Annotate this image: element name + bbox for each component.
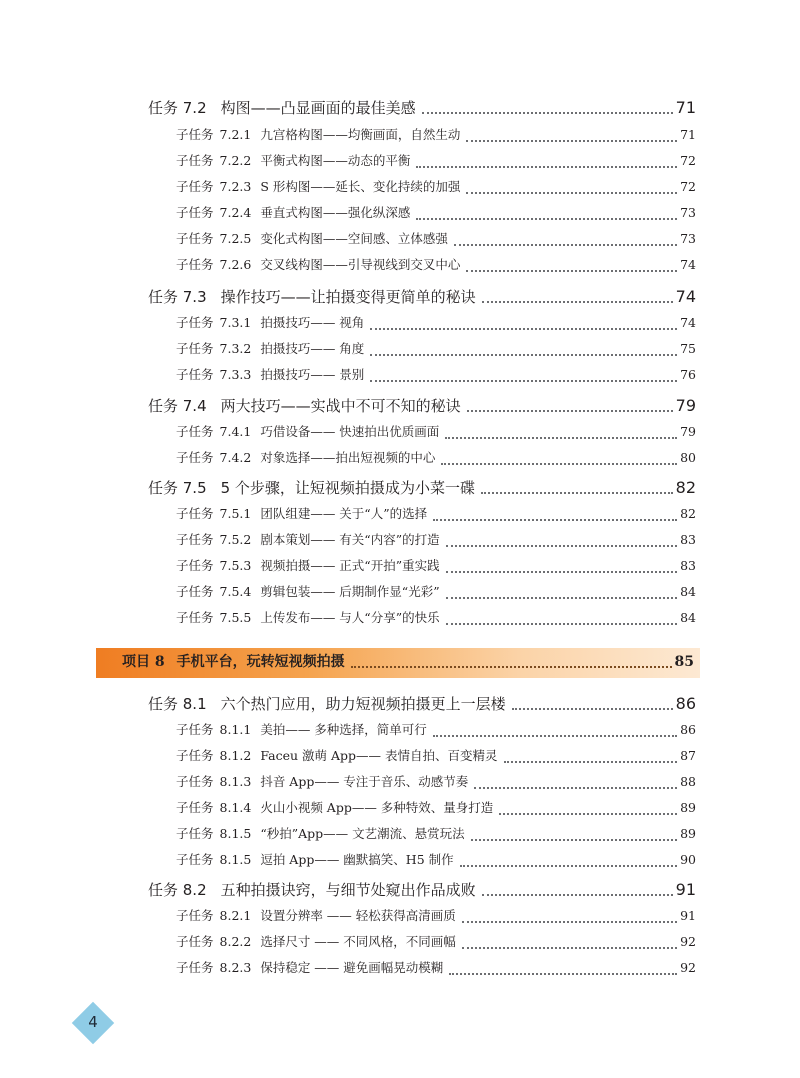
subtask-prefix: 子任务 (176, 506, 214, 521)
subtask-prefix: 子任务 (176, 748, 214, 763)
toc-project-entry (122, 651, 694, 675)
subtask-title: 九宫格构图——均衡画面，自然生动 (260, 127, 461, 142)
subtask-prefix: 子任务 (176, 367, 214, 382)
subtask-prefix: 子任务 (176, 532, 214, 547)
subtask-code: 8.1.4 (219, 800, 252, 815)
page-ref: 89 (680, 826, 696, 841)
subtask-title: 拍摄技巧—— 视角 (260, 315, 365, 330)
subtask-prefix: 子任务 (176, 179, 214, 194)
subtask-code: 7.2.1 (219, 127, 252, 142)
subtask-code: 7.4.2 (219, 450, 252, 465)
toc-subtask-entry (176, 932, 696, 956)
subtask-title: 拍摄技巧—— 景别 (260, 367, 365, 382)
subtask-prefix: 子任务 (176, 584, 214, 599)
page-ref: 92 (680, 934, 696, 949)
page-ref: 75 (680, 341, 696, 356)
task-title: 两大技巧——实战中不可不知的秘诀 (220, 397, 461, 415)
subtask-code: 7.3.2 (219, 341, 252, 356)
leader-dots (446, 545, 678, 547)
subtask-prefix: 子任务 (176, 852, 214, 867)
subtask-prefix: 子任务 (176, 826, 214, 841)
leader-dots (467, 410, 673, 412)
subtask-prefix: 子任务 (176, 908, 214, 923)
subtask-code: 7.5.1 (219, 506, 252, 521)
subtask-prefix: 子任务 (176, 450, 214, 465)
page-ref: 91 (675, 880, 696, 899)
leader-dots (433, 735, 677, 737)
subtask-code: 8.2.3 (219, 960, 252, 975)
subtask-title: 抖音 App—— 专注于音乐、动感节奏 (260, 774, 469, 789)
subtask-prefix: 子任务 (176, 341, 214, 356)
leader-dots (462, 947, 677, 949)
subtask-code: 8.1.5 (219, 852, 252, 867)
toc-task-entry (148, 477, 696, 501)
page-number-marker (74, 1004, 112, 1042)
subtask-code: 8.2.2 (219, 934, 252, 949)
leader-dots (482, 894, 673, 896)
subtask-prefix: 子任务 (176, 231, 214, 246)
page-ref: 91 (680, 908, 696, 923)
toc-task-entry (148, 693, 696, 717)
subtask-code: 7.2.4 (219, 205, 252, 220)
toc-task-entry (148, 97, 696, 121)
toc-subtask-entry (176, 422, 696, 446)
subtask-code: 7.5.5 (219, 610, 252, 625)
page-ref: 73 (680, 231, 696, 246)
subtask-title: 设置分辨率 —— 轻松获得高清画质 (260, 908, 456, 923)
toc-subtask-entry (176, 720, 696, 744)
page-ref: 74 (675, 287, 696, 306)
task-title: 操作技巧——让拍摄变得更简单的秘诀 (220, 288, 476, 306)
leader-dots (370, 328, 677, 330)
page-ref: 74 (680, 315, 696, 330)
leader-dots (416, 166, 677, 168)
leader-dots (370, 380, 677, 382)
subtask-prefix: 子任务 (176, 558, 214, 573)
task-prefix: 任务 7.3 (148, 288, 207, 306)
subtask-code: 7.2.2 (219, 153, 252, 168)
leader-dots (422, 112, 673, 114)
task-title: 五种拍摄诀窍，与细节处窥出作品成败 (220, 881, 476, 899)
toc-subtask-entry (176, 339, 696, 363)
subtask-title: 变化式构图——空间感、立体感强 (260, 231, 448, 246)
leader-dots (466, 270, 677, 272)
toc-subtask-entry (176, 958, 696, 982)
toc-subtask-entry (176, 772, 696, 796)
subtask-title: 上传发布—— 与人“分享”的快乐 (260, 610, 440, 625)
subtask-title: 交叉线构图——引导视线到交叉中心 (260, 257, 461, 272)
subtask-title: 火山小视频 App—— 多种特效、量身打造 (260, 800, 494, 815)
page-ref: 85 (674, 654, 694, 670)
page-ref: 84 (680, 610, 696, 625)
subtask-prefix: 子任务 (176, 774, 214, 789)
subtask-code: 7.5.3 (219, 558, 252, 573)
page-ref: 84 (680, 584, 696, 599)
toc-subtask-entry (176, 177, 696, 201)
subtask-title: 平衡式构图——动态的平衡 (260, 153, 411, 168)
leader-dots (433, 519, 677, 521)
toc-subtask-entry (176, 504, 696, 528)
leader-dots (504, 761, 678, 763)
task-title: 5 个步骤，让短视频拍摄成为小菜一碟 (220, 479, 475, 497)
subtask-code: 8.1.2 (219, 748, 252, 763)
page-ref: 73 (680, 205, 696, 220)
toc-subtask-entry (176, 556, 696, 580)
toc-subtask-entry (176, 608, 696, 632)
page-ref: 87 (680, 748, 696, 763)
leader-dots (370, 354, 677, 356)
leader-dots (441, 463, 677, 465)
subtask-code: 7.3.1 (219, 315, 252, 330)
subtask-code: 7.2.6 (219, 257, 252, 272)
subtask-title: 选择尺寸 —— 不同风格，不同画幅 (260, 934, 456, 949)
subtask-prefix: 子任务 (176, 610, 214, 625)
page-ref: 86 (675, 694, 696, 713)
page-ref: 80 (680, 450, 696, 465)
task-prefix: 任务 8.1 (148, 695, 207, 713)
leader-dots (454, 244, 677, 246)
subtask-code: 7.5.4 (219, 584, 252, 599)
subtask-title: 垂直式构图——强化纵深感 (260, 205, 411, 220)
subtask-prefix: 子任务 (176, 257, 214, 272)
subtask-prefix: 子任务 (176, 127, 214, 142)
leader-dots (471, 839, 677, 841)
toc-subtask-entry (176, 798, 696, 822)
toc-subtask-entry (176, 746, 696, 770)
subtask-title: Faceu 激萌 App—— 表情自拍、百变精灵 (260, 748, 498, 763)
subtask-title: 巧借设备—— 快速拍出优质画面 (260, 424, 440, 439)
toc-subtask-entry (176, 365, 696, 389)
subtask-prefix: 子任务 (176, 934, 214, 949)
page-ref: 89 (680, 800, 696, 815)
subtask-title: “秒拍”App—— 文艺潮流、悬赏玩法 (260, 826, 465, 841)
page-ref: 88 (680, 774, 696, 789)
leader-dots (499, 813, 677, 815)
page-ref: 82 (675, 478, 696, 497)
page-ref: 79 (675, 396, 696, 415)
leader-dots (481, 492, 673, 494)
page-ref: 92 (680, 960, 696, 975)
subtask-code: 7.2.5 (219, 231, 252, 246)
page-ref: 71 (675, 98, 696, 117)
subtask-title: S 形构图——延长、变化持续的加强 (260, 179, 461, 194)
leader-dots (351, 666, 672, 668)
toc-subtask-entry (176, 203, 696, 227)
subtask-prefix: 子任务 (176, 424, 214, 439)
page-ref: 76 (680, 367, 696, 382)
subtask-title: 逗拍 App—— 幽默搞笑、H5 制作 (260, 852, 454, 867)
subtask-prefix: 子任务 (176, 800, 214, 815)
toc-task-entry (148, 879, 696, 903)
leader-dots (449, 973, 677, 975)
task-title: 六个热门应用，助力短视频拍摄更上一层楼 (220, 695, 506, 713)
leader-dots (482, 301, 673, 303)
subtask-title: 剪辑包装—— 后期制作显“光彩” (260, 584, 440, 599)
task-prefix: 任务 8.2 (148, 881, 207, 899)
subtask-prefix: 子任务 (176, 722, 214, 737)
page-ref: 83 (680, 532, 696, 547)
toc-subtask-entry (176, 229, 696, 253)
subtask-title: 美拍—— 多种选择，简单可行 (260, 722, 427, 737)
task-prefix: 任务 7.5 (148, 479, 207, 497)
subtask-code: 7.5.2 (219, 532, 252, 547)
subtask-title: 对象选择——拍出短视频的中心 (260, 450, 436, 465)
subtask-title: 视频拍摄—— 正式“开拍”重实践 (260, 558, 440, 573)
toc-task-entry (148, 395, 696, 419)
task-prefix: 任务 7.2 (148, 99, 207, 117)
subtask-code: 8.1.3 (219, 774, 252, 789)
subtask-title: 团队组建—— 关于“人”的选择 (260, 506, 428, 521)
subtask-prefix: 子任务 (176, 960, 214, 975)
subtask-title: 剧本策划—— 有关“内容”的打造 (260, 532, 440, 547)
toc-task-entry (148, 286, 696, 310)
subtask-code: 8.1.5 (219, 826, 252, 841)
leader-dots (445, 437, 677, 439)
toc-subtask-entry (176, 824, 696, 848)
page-ref: 71 (680, 127, 696, 142)
toc-subtask-entry (176, 850, 696, 874)
project-prefix: 项目 8 (122, 654, 165, 670)
page-ref: 90 (680, 852, 696, 867)
leader-dots (416, 218, 677, 220)
subtask-prefix: 子任务 (176, 315, 214, 330)
toc-subtask-entry (176, 255, 696, 279)
leader-dots (466, 140, 677, 142)
toc-subtask-entry (176, 448, 696, 472)
page-ref: 82 (680, 506, 696, 521)
toc-subtask-entry (176, 125, 696, 149)
toc-subtask-entry (176, 151, 696, 175)
project-title: 手机平台，玩转短视频拍摄 (176, 654, 345, 670)
subtask-code: 8.1.1 (219, 722, 252, 737)
page-ref: 74 (680, 257, 696, 272)
page-number: 4 (88, 1013, 98, 1031)
subtask-title: 拍摄技巧—— 角度 (260, 341, 365, 356)
leader-dots (512, 708, 673, 710)
page-ref: 72 (680, 179, 696, 194)
subtask-code: 7.2.3 (219, 179, 252, 194)
subtask-prefix: 子任务 (176, 153, 214, 168)
leader-dots (446, 623, 678, 625)
leader-dots (462, 921, 677, 923)
subtask-prefix: 子任务 (176, 205, 214, 220)
subtask-code: 8.2.1 (219, 908, 252, 923)
leader-dots (446, 571, 678, 573)
page-ref: 72 (680, 153, 696, 168)
leader-dots (460, 865, 677, 867)
page-ref: 79 (680, 424, 696, 439)
toc-subtask-entry (176, 313, 696, 337)
page-ref: 83 (680, 558, 696, 573)
toc-subtask-entry (176, 582, 696, 606)
leader-dots (474, 787, 677, 789)
subtask-code: 7.4.1 (219, 424, 252, 439)
toc-subtask-entry (176, 530, 696, 554)
page-ref: 86 (680, 722, 696, 737)
task-prefix: 任务 7.4 (148, 397, 207, 415)
leader-dots (446, 597, 678, 599)
toc-subtask-entry (176, 906, 696, 930)
subtask-code: 7.3.3 (219, 367, 252, 382)
subtask-title: 保持稳定 —— 避免画幅晃动模糊 (260, 960, 444, 975)
leader-dots (466, 192, 677, 194)
task-title: 构图——凸显画面的最佳美感 (220, 99, 416, 117)
